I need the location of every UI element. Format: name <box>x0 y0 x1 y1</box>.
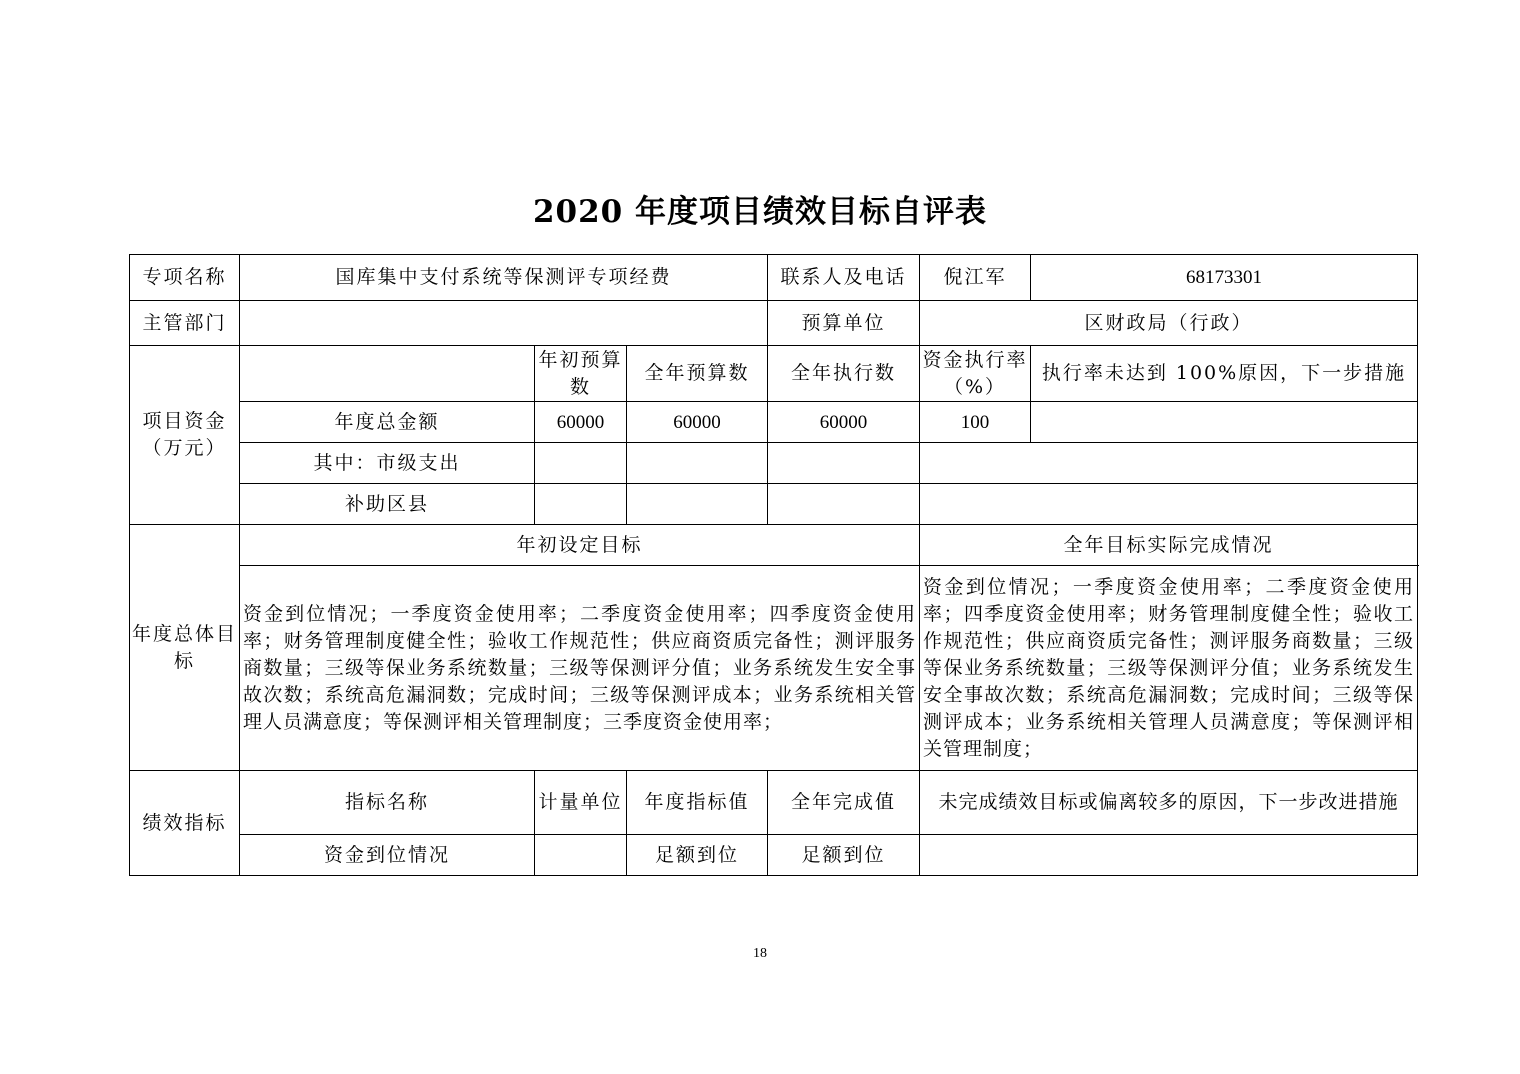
dept-value <box>240 301 768 346</box>
goals-label: 年度总体目标 <box>130 525 240 771</box>
indicators-label: 绩效指标 <box>130 771 240 876</box>
funds-row-initial: 60000 <box>535 402 627 443</box>
indicator-header-actual: 全年完成值 <box>768 771 920 835</box>
budget-unit-label: 预算单位 <box>768 301 920 346</box>
funds-header-blank <box>240 346 535 402</box>
page-title: 2020 年度项目绩效目标自评表 <box>532 194 988 230</box>
performance-table <box>129 254 1418 876</box>
header-annual-budget: 全年预算数 <box>627 346 768 402</box>
funds-label: 项目资金（万元） <box>130 346 240 525</box>
project-name-value: 国库集中支付系统等保测评专项经费 <box>240 255 768 301</box>
header-initial-budget: 年初预算数 <box>535 346 627 402</box>
indicator-header-reason: 未完成绩效目标或偏离较多的原因，下一步改进措施 <box>920 771 1418 835</box>
header-annual-exec: 全年执行数 <box>768 346 920 402</box>
contact-label: 联系人及电话 <box>768 255 920 301</box>
funds-row-rate <box>920 484 1418 525</box>
funds-row-rate: 100 <box>920 402 1031 443</box>
dept-label: 主管部门 <box>130 301 240 346</box>
page-number: 18 <box>753 946 767 961</box>
goals-set-header: 年初设定目标 <box>240 525 920 566</box>
funds-row-exec: 60000 <box>768 402 920 443</box>
header-exec-rate: 资金执行率（%） <box>920 346 1031 402</box>
indicator-row-actual: 足额到位 <box>768 835 920 876</box>
goals-actual-header: 全年目标实际完成情况 <box>920 525 1418 566</box>
indicator-header-name: 指标名称 <box>240 771 535 835</box>
budget-unit-value: 区财政局（行政） <box>920 301 1418 346</box>
contact-phone: 68173301 <box>1031 255 1418 301</box>
goals-set-text: 资金到位情况；一季度资金使用率；二季度资金使用率；四季度资金使用率；财务管理制度健全性；验收工作规范性；供应商资质完备性；测评服务商数量；三级等保业务系统数量；三级等保测评分值；业务系统发生安全事故次数；系统高危漏洞数；完成时间；三级等保测评成本；业务系统相关管理人员满意度；等保测评相关管理制度；三季度资金使用率； <box>240 566 920 771</box>
indicator-row-name: 资金到位情况 <box>240 835 535 876</box>
funds-row-initial <box>535 443 627 484</box>
funds-row-budget <box>627 484 768 525</box>
header-exec-reason: 执行率未达到 100%原因，下一步措施 <box>1031 346 1418 402</box>
indicator-row-target: 足额到位 <box>627 835 768 876</box>
funds-row-exec <box>768 443 920 484</box>
project-name-label: 专项名称 <box>130 255 240 301</box>
funds-row-budget <box>627 443 768 484</box>
indicator-row-unit <box>535 835 627 876</box>
funds-row-name: 补助区县 <box>240 484 535 525</box>
funds-row-reason <box>1031 402 1418 443</box>
funds-row-initial <box>535 484 627 525</box>
indicator-row-reason <box>920 835 1418 876</box>
funds-row-name: 其中：市级支出 <box>240 443 535 484</box>
funds-row-exec <box>768 484 920 525</box>
funds-row-budget: 60000 <box>627 402 768 443</box>
funds-row-name: 年度总金额 <box>240 402 535 443</box>
goals-actual-text: 资金到位情况；一季度资金使用率；二季度资金使用率；四季度资金使用率；财务管理制度健全性；验收工作规范性；供应商资质完备性；测评服务商数量；三级等保业务系统数量；三级等保测评分值；业务系统发生安全事故次数；系统高危漏洞数；完成时间；三级等保测评成本；业务系统相关管理人员满意度；等保测评相关管理制度； <box>920 566 1418 771</box>
indicator-header-target: 年度指标值 <box>627 771 768 835</box>
funds-row-rate <box>920 443 1418 484</box>
indicator-header-unit: 计量单位 <box>535 771 627 835</box>
contact-name: 倪江军 <box>920 255 1031 301</box>
